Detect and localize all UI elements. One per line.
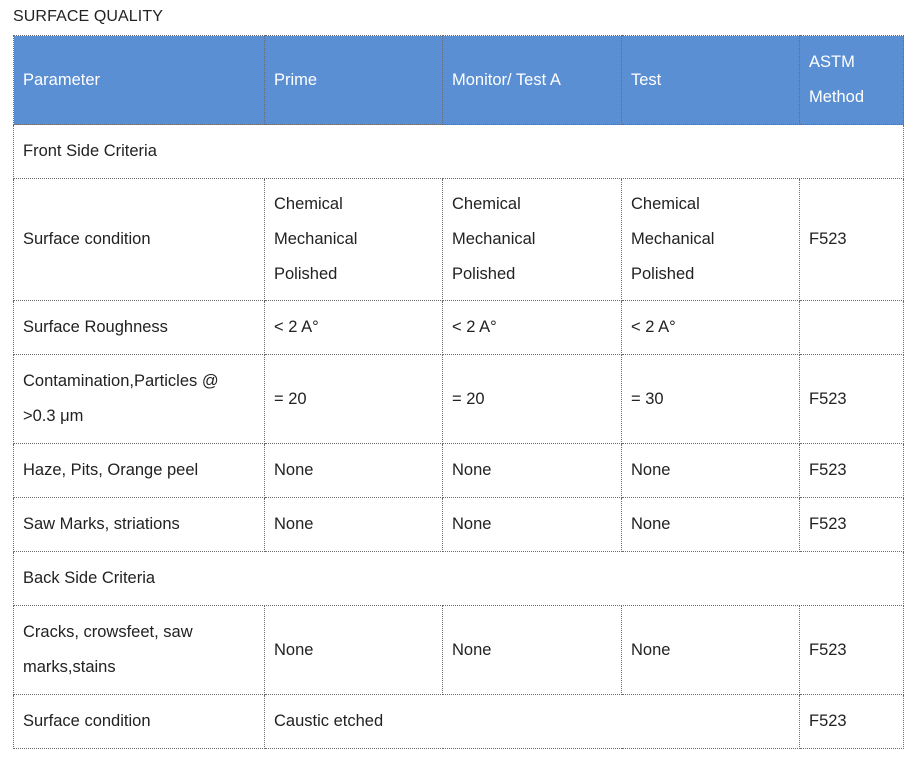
surface-quality-table xyxy=(13,35,904,749)
cell-line: Polished xyxy=(274,265,338,283)
cell-parameter: Saw Marks, striations xyxy=(14,498,265,552)
section-row-back xyxy=(14,552,904,606)
cell-prime: < 2 A° xyxy=(265,301,443,355)
table-row xyxy=(14,355,904,444)
cell-astm: F523 xyxy=(800,606,904,695)
cell-prime xyxy=(265,179,443,301)
cell-test: None xyxy=(622,606,800,695)
cell-line: Chemical xyxy=(274,195,343,213)
cell-monitor: None xyxy=(443,444,622,498)
cell-line: Cracks, crowsfeet, saw xyxy=(23,623,193,641)
cell-astm: F523 xyxy=(800,444,904,498)
section-row-front xyxy=(14,125,904,179)
cell-line: Mechanical xyxy=(631,230,715,248)
header-monitor-test-a: Monitor/ Test A xyxy=(443,36,622,125)
cell-line: marks,stains xyxy=(23,658,116,676)
cell-test: None xyxy=(622,444,800,498)
table-row xyxy=(14,695,904,749)
cell-line: Chemical xyxy=(631,195,700,213)
cell-parameter: Surface condition xyxy=(14,695,265,749)
header-astm-line2: Method xyxy=(809,88,865,106)
cell-line: Contamination,Particles @ xyxy=(23,372,219,390)
cell-line: >0.3 μm xyxy=(23,407,84,425)
cell-astm: F523 xyxy=(800,355,904,444)
cell-parameter: Surface Roughness xyxy=(14,301,265,355)
cell-line: Mechanical xyxy=(274,230,358,248)
header-astm-method xyxy=(800,36,904,125)
table-row xyxy=(14,498,904,552)
cell-line: Chemical xyxy=(452,195,521,213)
cell-prime: None xyxy=(265,498,443,552)
cell-monitor: < 2 A° xyxy=(443,301,622,355)
cell-astm xyxy=(800,301,904,355)
table-row xyxy=(14,444,904,498)
cell-monitor xyxy=(443,179,622,301)
cell-value-merged: Caustic etched xyxy=(265,695,800,749)
cell-monitor: None xyxy=(443,606,622,695)
cell-astm: F523 xyxy=(800,498,904,552)
header-prime: Prime xyxy=(265,36,443,125)
cell-test: = 30 xyxy=(622,355,800,444)
table-row xyxy=(14,179,904,301)
cell-parameter: Haze, Pits, Orange peel xyxy=(14,444,265,498)
header-parameter: Parameter xyxy=(14,36,265,125)
header-astm-line1: ASTM xyxy=(809,53,855,71)
cell-monitor: None xyxy=(443,498,622,552)
section-label-front: Front Side Criteria xyxy=(14,125,904,179)
cell-astm: F523 xyxy=(800,695,904,749)
table-row xyxy=(14,301,904,355)
cell-parameter xyxy=(14,355,265,444)
cell-prime: None xyxy=(265,606,443,695)
page-title: SURFACE QUALITY xyxy=(13,8,163,25)
cell-test: None xyxy=(622,498,800,552)
table-header-row xyxy=(14,36,904,125)
cell-monitor: = 20 xyxy=(443,355,622,444)
cell-line: Polished xyxy=(452,265,516,283)
cell-test xyxy=(622,179,800,301)
cell-astm: F523 xyxy=(800,179,904,301)
cell-prime: None xyxy=(265,444,443,498)
table-row xyxy=(14,606,904,695)
cell-parameter: Surface condition xyxy=(14,179,265,301)
cell-line: Polished xyxy=(631,265,695,283)
cell-prime: = 20 xyxy=(265,355,443,444)
cell-parameter xyxy=(14,606,265,695)
cell-test: < 2 A° xyxy=(622,301,800,355)
header-test: Test xyxy=(622,36,800,125)
cell-line: Mechanical xyxy=(452,230,536,248)
section-label-back: Back Side Criteria xyxy=(14,552,904,606)
